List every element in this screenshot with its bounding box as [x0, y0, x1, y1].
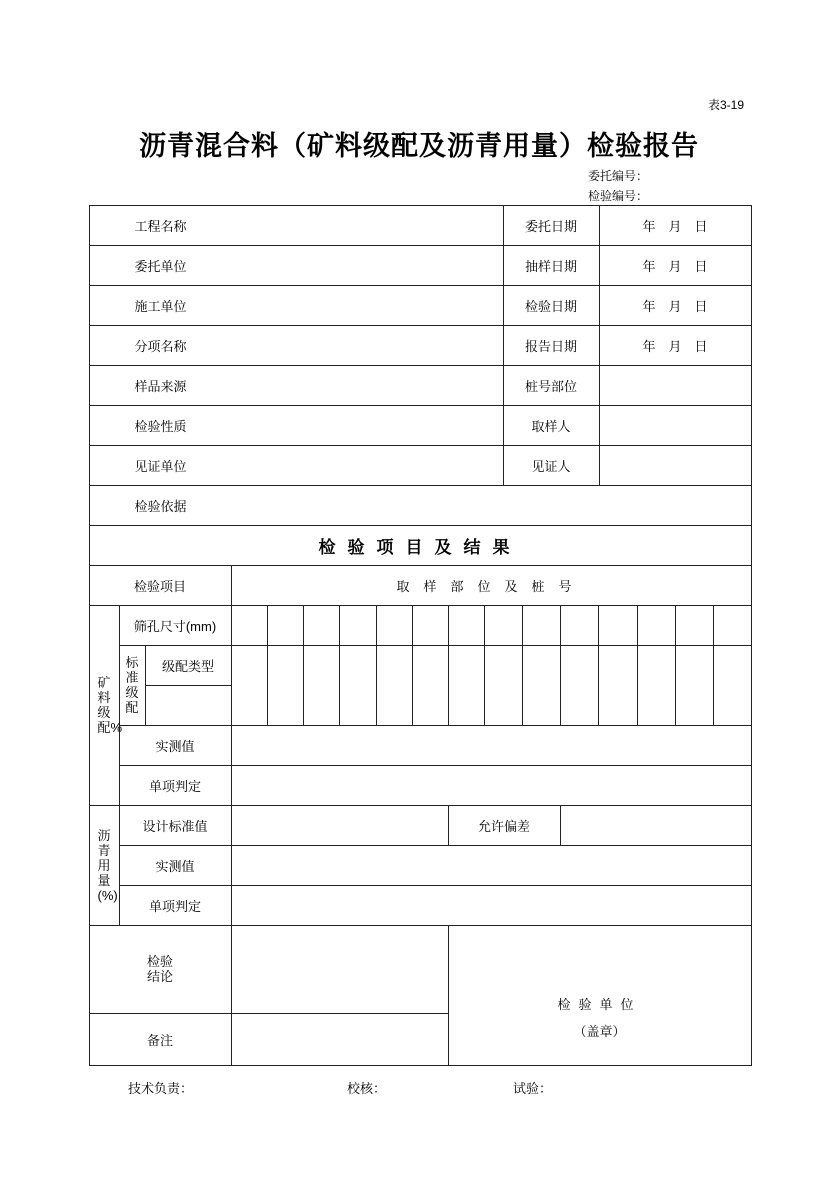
gradation-judgement-value[interactable]	[231, 765, 752, 806]
standard-gradation-cell[interactable]	[448, 645, 485, 726]
asphalt-measured-label: 实测值	[119, 845, 232, 886]
gradation-group-label: 矿料级配%	[97, 675, 123, 735]
sampling-label: 取样部位及桩号	[231, 565, 752, 606]
info-right-label-1: 抽样日期	[503, 245, 600, 286]
info-right-label-3: 报告日期	[503, 325, 600, 366]
standard-gradation-cell[interactable]	[713, 645, 752, 726]
review-label: 校核：	[347, 1081, 387, 1096]
standard-gradation-cell[interactable]	[598, 645, 638, 726]
gradation-measured-value[interactable]	[231, 725, 752, 766]
remarks-label: 备注	[89, 1013, 232, 1066]
standard-gradation-cell[interactable]	[412, 645, 449, 726]
sieve-label: 筛孔尺寸(mm)	[119, 605, 232, 646]
info-right-value-4[interactable]	[599, 365, 752, 406]
info-right-value-1[interactable]: 年 月 日	[599, 245, 752, 286]
info-right-label-0: 委托日期	[503, 205, 600, 246]
test-no-label: 检验编号：	[588, 189, 649, 203]
info-right-value-3[interactable]: 年 月 日	[599, 325, 752, 366]
info-label-5: 检验性质	[89, 405, 504, 446]
info-right-value-6[interactable]	[599, 445, 752, 486]
standard-gradation-cell[interactable]	[522, 645, 561, 726]
info-label-4: 样品来源	[89, 365, 504, 406]
sieve-size-cell[interactable]	[560, 605, 599, 646]
design-value[interactable]	[231, 805, 449, 846]
sieve-size-cell[interactable]	[412, 605, 449, 646]
info-right-label-6: 见证人	[503, 445, 600, 486]
standard-gradation-cell[interactable]	[560, 645, 599, 726]
tolerance-label: 允许偏差	[448, 805, 561, 846]
info-label-1: 委托单位	[89, 245, 504, 286]
design-label: 设计标准值	[119, 805, 232, 846]
page-title: 沥青混合料（矿料级配及沥青用量）检验报告	[139, 131, 699, 161]
standard-label: 标准级配	[125, 655, 139, 715]
info-right-value-2[interactable]: 年 月 日	[599, 285, 752, 326]
form-number: 表3-19	[708, 98, 745, 112]
info-right-label-5: 取样人	[503, 405, 600, 446]
tech-lead-label: 技术负责：	[128, 1081, 194, 1096]
info-right-label-4: 桩号部位	[503, 365, 600, 406]
commission-no-label: 委托编号：	[588, 169, 649, 183]
tolerance-value[interactable]	[560, 805, 752, 846]
asphalt-measured-value[interactable]	[231, 845, 752, 886]
conclusion-label-cell	[89, 925, 232, 1014]
basis-label: 检验依据	[89, 485, 752, 526]
gradation-judgement-label: 单项判定	[119, 765, 232, 806]
unit-label: 检验单位	[557, 997, 642, 1012]
sieve-size-cell[interactable]	[303, 605, 340, 646]
info-label-3: 分项名称	[89, 325, 504, 366]
sieve-size-cell[interactable]	[484, 605, 523, 646]
standard-gradation-cell[interactable]	[231, 645, 268, 726]
asphalt-judgement-value[interactable]	[231, 885, 752, 926]
info-label-2: 施工单位	[89, 285, 504, 326]
section-title: 检验项目及结果	[89, 525, 752, 566]
standard-gradation-cell[interactable]	[339, 645, 377, 726]
sieve-size-cell[interactable]	[376, 605, 413, 646]
info-label-0: 工程名称	[89, 205, 504, 246]
sieve-size-cell[interactable]	[598, 605, 638, 646]
sieve-size-cell[interactable]	[675, 605, 714, 646]
standard-label-cell	[119, 645, 146, 726]
info-right-value-5[interactable]	[599, 405, 752, 446]
standard-gradation-cell[interactable]	[675, 645, 714, 726]
standard-value-cell[interactable]	[145, 685, 232, 726]
gradation-measured-label: 实测值	[119, 725, 232, 766]
test-item-label: 检验项目	[89, 565, 232, 606]
seal-label: （盖章）	[573, 1024, 626, 1039]
asphalt-group-label-cell	[89, 805, 120, 926]
remarks-value[interactable]	[231, 1013, 449, 1066]
sieve-size-cell[interactable]	[231, 605, 268, 646]
conclusion-label: 检验结论	[147, 954, 174, 984]
sieve-size-cell[interactable]	[637, 605, 676, 646]
standard-gradation-cell[interactable]	[376, 645, 413, 726]
sieve-size-cell[interactable]	[713, 605, 752, 646]
standard-gradation-cell[interactable]	[484, 645, 523, 726]
sieve-size-cell[interactable]	[448, 605, 485, 646]
standard-gradation-cell[interactable]	[267, 645, 304, 726]
info-right-label-2: 检验日期	[503, 285, 600, 326]
testing-unit-box	[448, 925, 752, 1066]
gradation-group-label-cell	[89, 605, 123, 806]
type-label: 级配类型	[145, 645, 232, 686]
standard-gradation-cell[interactable]	[637, 645, 676, 726]
sieve-size-cell[interactable]	[339, 605, 377, 646]
test-label: 试验：	[513, 1081, 553, 1096]
sieve-size-cell[interactable]	[522, 605, 561, 646]
info-right-value-0[interactable]: 年 月 日	[599, 205, 752, 246]
info-label-6: 见证单位	[89, 445, 504, 486]
asphalt-group-label: 沥青用量(%)	[97, 827, 118, 903]
sieve-size-cell[interactable]	[267, 605, 304, 646]
standard-gradation-cell[interactable]	[303, 645, 340, 726]
asphalt-judgement-label: 单项判定	[119, 885, 232, 926]
conclusion-value[interactable]	[231, 925, 449, 1014]
